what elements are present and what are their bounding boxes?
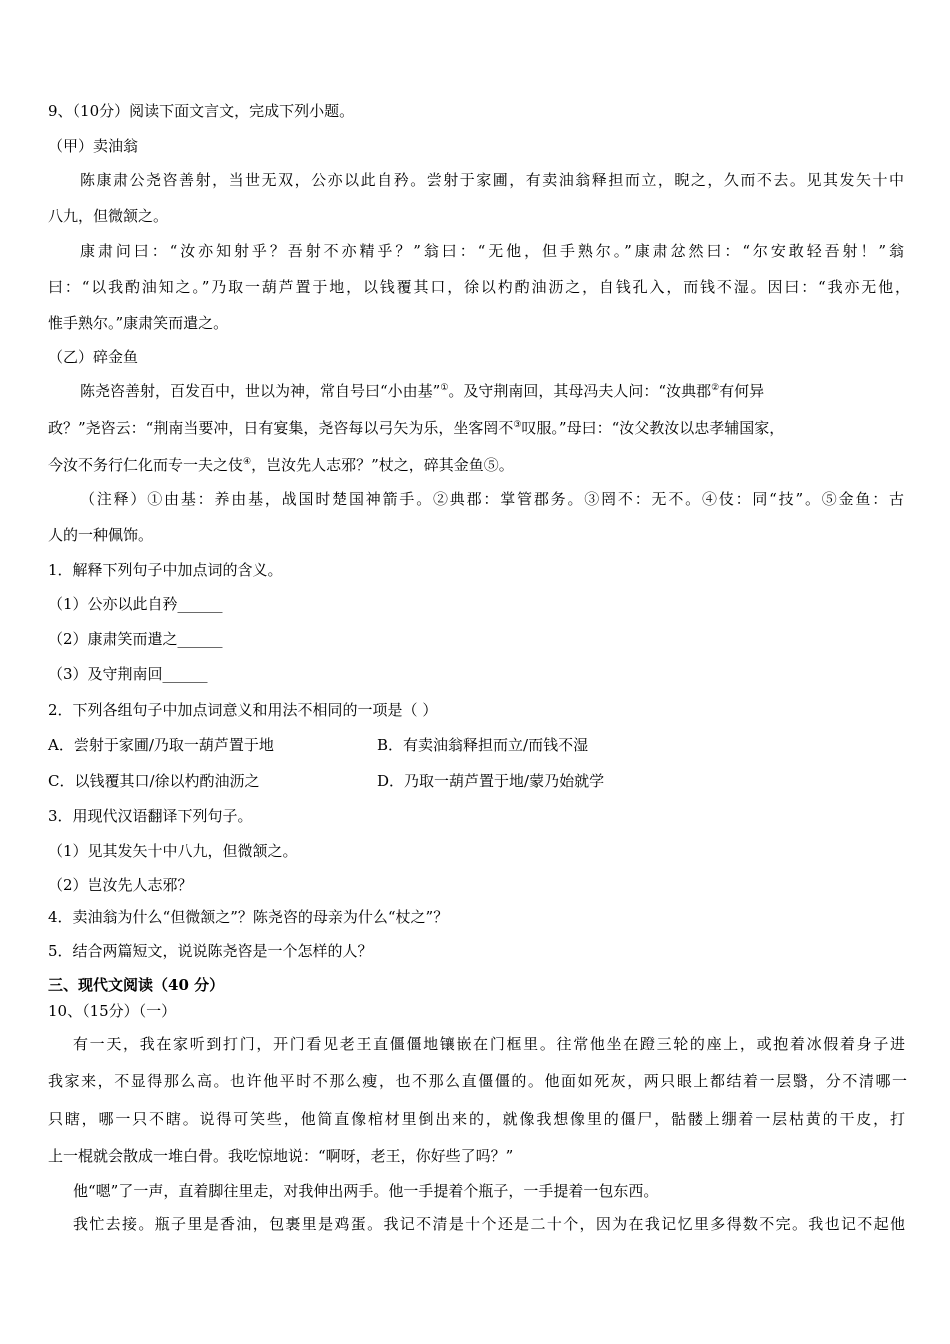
option-c: C．以钱覆其口/徐以杓酌油沥之 <box>48 772 260 790</box>
sub1-title: 1．解释下列句子中加点词的含义。 <box>48 561 283 579</box>
footnote-marker: ① <box>440 383 449 393</box>
jia-line: 八九，但微颔之。 <box>48 207 169 225</box>
sub3-title: 3．用现代汉语翻译下列句子。 <box>48 807 253 825</box>
jia-line: 曰：“以我酌油知之。”乃取一葫芦置于地，以钱覆其口，徐以杓酌油沥之，自钱孔入，而钱不湿。因曰：“我亦无他， <box>48 278 910 296</box>
footnote-marker: ④ <box>243 457 252 467</box>
jia-line: 惟手熟尔。”康肃笑而遣之。 <box>48 314 229 332</box>
option-d: D．乃取一葫芦置于地/蒙乃始就学 <box>377 772 605 790</box>
yi-line-2: 政？”尧咨云：“荆南当要冲，日有宴集，尧咨每以弓矢为乐，坐客罔不③叹服。”母曰：“汝父教汝以忠孝辅国家， <box>48 419 785 437</box>
footnote-marker: ③ <box>513 420 522 430</box>
paragraph-line: 有一天，我在家听到打门，开门看见老王直僵僵地镶嵌在门框里。往常他坐在蹬三轮的座上，或抱着冰假着身子进 <box>73 1035 905 1053</box>
q9-header: 9、（10分）阅读下面文言文，完成下列小题。 <box>48 102 355 120</box>
sub3-item: （2）岂汝先人志邪？ <box>48 876 193 894</box>
jia-line: 陈康肃公尧咨善射，当世无双，公亦以此自矜。尝射于家圃，有卖油翁释担而立，睨之，久而不去。见其发矢十中 <box>80 171 904 189</box>
notes-line: （注释）①由基：养由基，战国时楚国神箭手。②典郡：掌管郡务。③罔不：无不。④伎：同“技”。⑤金鱼：古 <box>80 490 904 508</box>
sub3-item: （1）见其发矢十中八九，但微颔之。 <box>48 842 298 860</box>
section3-title: 三、现代文阅读（40 分） <box>48 976 225 994</box>
sub1-item: （3）及守荆南回______ <box>48 665 208 683</box>
option-a: A．尝射于家圃/乃取一葫芦置于地 <box>48 736 274 754</box>
paragraph-line: 他“嗯”了一声，直着脚往里走，对我伸出两手。他一手提着个瓶子，一手提着一包东西。 <box>73 1182 659 1200</box>
jia-title: （甲）卖油翁 <box>48 137 139 155</box>
paragraph-line: 只瞎，哪一只不瞎。说得可笑些，他简直像棺材里倒出来的，就像我想像里的僵尸，骷髅上绷着一层枯黄的干皮，打 <box>48 1110 905 1128</box>
paragraph-line: 我家来，不显得那么高。也许他平时不那么瘦，也不那么直僵僵的。他面如死灰，两只眼上都结着一层翳，分不清哪一 <box>48 1072 907 1090</box>
sub1-item: （2）康肃笑而遣之______ <box>48 630 223 648</box>
footnote-marker: ② <box>711 383 720 393</box>
yi-line-3: 今汝不务行仁化而专一夫之伎④，岂汝先人志邪？”杖之，碎其金鱼⑤。 <box>48 456 514 474</box>
paragraph-line: 我忙去接。瓶子里是香油，包裹里是鸡蛋。我记不清是十个还是二十个，因为在我记忆里多得数不完。我也记不起他 <box>73 1215 905 1233</box>
jia-line: 康肃问曰：“汝亦知射乎？吾射不亦精乎？”翁曰：“无他，但手熟尔。”康肃忿然曰：“尔安敢轻吾射！”翁 <box>80 242 904 260</box>
yi-line-1: 陈尧咨善射，百发百中，世以为神，常自号曰“小由基”①。及守荆南回，其母冯夫人问：“汝典郡②有何异 <box>80 382 765 400</box>
notes-line: 人的一种佩饰。 <box>48 526 154 544</box>
sub5: 5．结合两篇短文，说说陈尧咨是一个怎样的人？ <box>48 942 373 960</box>
option-b: B．有卖油翁释担而立/而钱不湿 <box>377 736 589 754</box>
sub2-title: 2．下列各组句子中加点词意义和用法不相同的一项是（ ） <box>48 701 438 719</box>
sub4: 4．卖油翁为什么“但微颔之”？陈尧咨的母亲为什么“杖之”？ <box>48 908 449 926</box>
sub1-item: （1）公亦以此自矜______ <box>48 595 223 613</box>
yi-title: （乙）碎金鱼 <box>48 348 139 366</box>
paragraph-line: 上一棍就会散成一堆白骨。我吃惊地说：“啊呀，老王，你好些了吗？” <box>48 1147 514 1165</box>
q10-header: 10、（15分）（一） <box>48 1002 177 1020</box>
